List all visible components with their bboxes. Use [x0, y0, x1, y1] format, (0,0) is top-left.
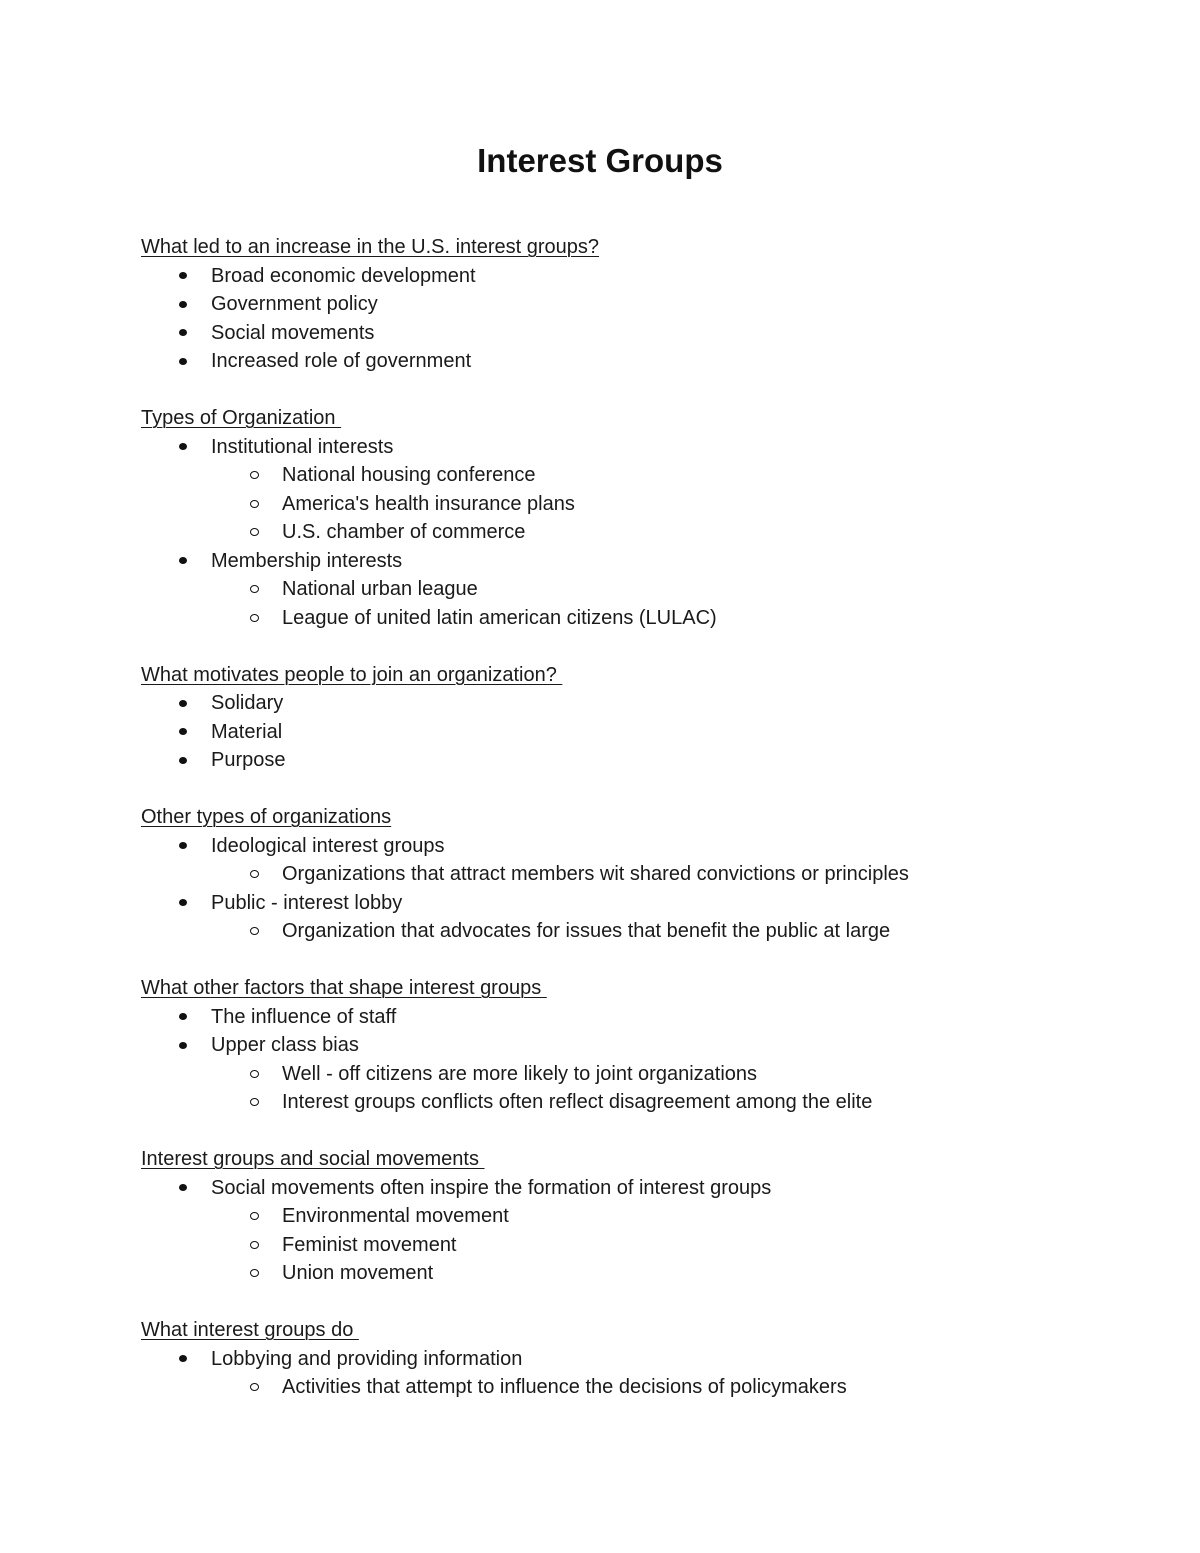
list-item — [141, 433, 1121, 462]
sub-list-item — [141, 917, 1121, 946]
bullet-circle-icon — [250, 1241, 259, 1249]
sub-list-item — [141, 518, 1121, 547]
bullet-circle-icon — [250, 870, 259, 878]
bullet-list — [141, 1345, 1121, 1402]
sub-bullet-list — [141, 860, 1121, 889]
bullet-circle-icon — [250, 927, 259, 935]
list-item-text: Social movements — [211, 321, 375, 344]
bullet-circle-icon — [250, 471, 259, 479]
section — [141, 974, 1121, 1117]
list-item — [141, 718, 1121, 747]
sub-list-item-text: National housing conference — [282, 464, 536, 486]
bullet-list — [141, 689, 1121, 775]
bullet-circle-icon — [250, 1383, 259, 1391]
sub-list-item — [141, 1373, 1121, 1402]
sub-list-item — [141, 1088, 1121, 1117]
list-item-text: Upper class bias — [211, 1034, 359, 1056]
bullet-circle-icon — [250, 500, 259, 508]
sub-list-item-text: Organizations that attract members wit shared convictions or principles — [282, 863, 909, 885]
bullet-list — [141, 832, 1121, 946]
bullet-circle-icon — [250, 1212, 259, 1220]
section — [141, 233, 1121, 376]
bullet-circle-icon — [250, 528, 259, 536]
bullet-list — [141, 262, 1121, 376]
bullet-disc-icon — [179, 728, 187, 735]
section — [141, 661, 1121, 775]
sub-list-item — [141, 1231, 1121, 1260]
list-item-text: Material — [211, 720, 283, 743]
sub-list-item — [141, 575, 1121, 604]
sub-list-item — [141, 860, 1121, 889]
list-item-text: The influence of staff — [211, 1005, 397, 1028]
sub-list-item — [141, 490, 1121, 519]
list-item — [141, 1031, 1121, 1060]
list-item-text: Broad economic development — [211, 264, 476, 287]
section-heading: Types of Organization — [141, 407, 342, 429]
sub-bullet-list — [141, 1202, 1121, 1288]
section-heading: Other types of organizations — [141, 806, 392, 828]
sub-list-item-text: National urban league — [282, 578, 478, 600]
bullet-disc-icon — [179, 272, 187, 279]
sub-list-item-text: League of united latin american citizens (LULAC) — [282, 606, 717, 629]
list-item — [141, 347, 1121, 376]
bullet-disc-icon — [179, 301, 187, 308]
sub-list-item — [141, 461, 1121, 490]
section-heading: Interest groups and social movements — [141, 1148, 485, 1170]
sub-list-item-text: America's health insurance plans — [282, 492, 575, 515]
bullet-disc-icon — [179, 842, 187, 849]
section — [141, 1145, 1121, 1288]
sub-list-item-text: Environmental movement — [282, 1205, 509, 1227]
list-item-text: Membership interests — [211, 549, 403, 572]
sub-list-item — [141, 1259, 1121, 1288]
bullet-circle-icon — [250, 614, 259, 622]
sub-list-item-text: U.S. chamber of commerce — [282, 521, 526, 543]
list-item — [141, 689, 1121, 718]
sub-bullet-list — [141, 461, 1121, 547]
section — [141, 404, 1121, 632]
section-heading: What other factors that shape interest groups — [141, 977, 547, 999]
list-item — [141, 832, 1121, 861]
list-item — [141, 319, 1121, 348]
bullet-disc-icon — [179, 329, 187, 336]
sub-bullet-list — [141, 1373, 1121, 1402]
list-item-text: Government policy — [211, 293, 378, 315]
bullet-list — [141, 433, 1121, 633]
list-item — [141, 1345, 1121, 1374]
sub-list-item-text: Interest groups conflicts often reflect disagreement among the elite — [282, 1091, 873, 1113]
bullet-disc-icon — [179, 899, 187, 906]
list-item-text: Social movements often inspire the formation of interest groups — [211, 1176, 772, 1199]
bullet-list — [141, 1003, 1121, 1117]
sub-list-item-text: Union movement — [282, 1262, 434, 1284]
bullet-disc-icon — [179, 757, 187, 764]
section-heading: What led to an increase in the U.S. interest groups? — [141, 236, 600, 258]
bullet-disc-icon — [179, 443, 187, 450]
bullet-circle-icon — [250, 585, 259, 593]
bullet-disc-icon — [179, 1355, 187, 1362]
bullet-disc-icon — [179, 700, 187, 707]
section-heading: What motivates people to join an organization? — [141, 663, 563, 686]
list-item-text: Ideological interest groups — [211, 834, 445, 857]
list-item — [141, 1174, 1121, 1203]
list-item — [141, 547, 1121, 576]
list-item — [141, 889, 1121, 918]
bullet-disc-icon — [179, 1184, 187, 1191]
section — [141, 1316, 1121, 1402]
page-title: Interest Groups — [477, 142, 723, 179]
sub-bullet-list — [141, 575, 1121, 632]
sub-list-item — [141, 604, 1121, 633]
bullet-disc-icon — [179, 1042, 187, 1049]
list-item-text: Lobbying and providing information — [211, 1347, 523, 1370]
sub-list-item-text: Well - off citizens are more likely to joint organizations — [282, 1062, 758, 1085]
list-item-text: Purpose — [211, 749, 286, 771]
section-heading: What interest groups do — [141, 1319, 359, 1341]
sub-list-item-text: Organization that advocates for issues that benefit the public at large — [282, 920, 891, 942]
sub-list-item — [141, 1202, 1121, 1231]
list-item — [141, 290, 1121, 319]
bullet-disc-icon — [179, 358, 187, 365]
bullet-circle-icon — [250, 1269, 259, 1277]
bullet-disc-icon — [179, 557, 187, 564]
bullet-disc-icon — [179, 1013, 187, 1020]
bullet-circle-icon — [250, 1070, 259, 1078]
list-item-text: Solidary — [211, 692, 284, 714]
document-body — [141, 233, 1121, 1430]
section — [141, 803, 1121, 946]
bullet-list — [141, 1174, 1121, 1288]
sub-list-item — [141, 1060, 1121, 1089]
list-item-text: Public - interest lobby — [211, 891, 403, 914]
sub-list-item-text: Activities that attempt to influence the decisions of policymakers — [282, 1376, 847, 1398]
list-item-text: Increased role of government — [211, 350, 472, 372]
list-item — [141, 1003, 1121, 1032]
bullet-circle-icon — [250, 1098, 259, 1106]
sub-bullet-list — [141, 1060, 1121, 1117]
list-item — [141, 746, 1121, 775]
list-item-text: Institutional interests — [211, 435, 394, 458]
list-item — [141, 262, 1121, 291]
sub-list-item-text: Feminist movement — [282, 1233, 457, 1256]
sub-bullet-list — [141, 917, 1121, 946]
